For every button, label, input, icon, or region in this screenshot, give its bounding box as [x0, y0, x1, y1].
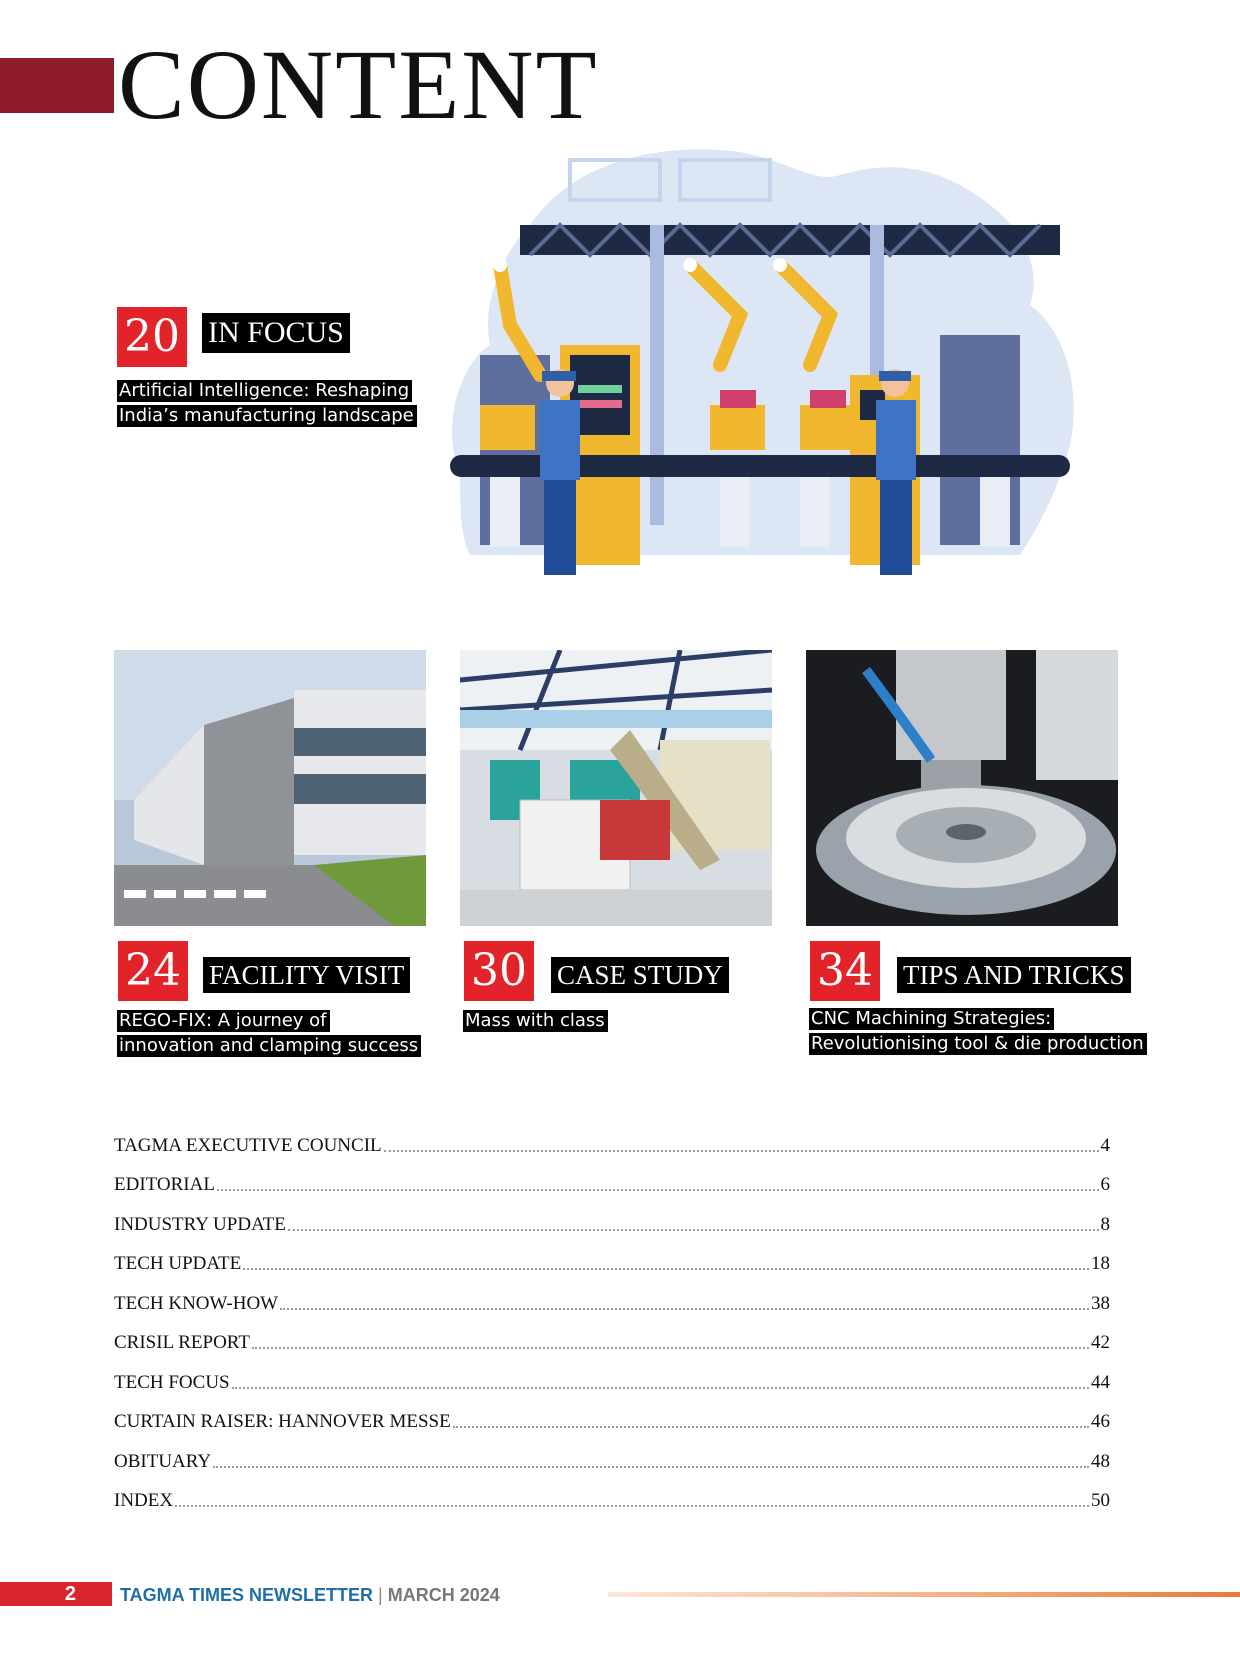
toc-entry[interactable]	[114, 1368, 1110, 1394]
feature-description-line: Revolutionising tool & die production	[809, 1033, 1147, 1055]
footer-publication-line	[120, 1584, 500, 1606]
toc-entry-title: INDEX	[114, 1490, 174, 1511]
footer-gradient-rule	[608, 1592, 1240, 1597]
feature-page-number: 20	[117, 307, 187, 367]
toc-entry-title: EDITORIAL	[114, 1174, 215, 1195]
toc-leader-dots	[384, 1150, 1099, 1152]
toc-entry-title: INDUSTRY UPDATE	[114, 1214, 286, 1235]
feature-description-line: Artificial Intelligence: Reshaping	[117, 380, 412, 402]
feature-description-line: India’s manufacturing landscape	[117, 405, 417, 427]
toc-entry-page: 8	[1100, 1214, 1110, 1235]
toc-leader-dots	[213, 1466, 1089, 1468]
footer-separator: |	[378, 1585, 383, 1605]
toc-entry-page: 48	[1091, 1451, 1110, 1472]
toc-entry-title: OBITUARY	[114, 1451, 212, 1472]
toc-leader-dots	[280, 1308, 1089, 1310]
feature-page-number: 34	[810, 941, 880, 1001]
toc-entry-page: 6	[1100, 1174, 1110, 1195]
toc-leader-dots	[252, 1347, 1089, 1349]
toc-entry[interactable]	[114, 1328, 1110, 1354]
footer-issue-date: MARCH 2024	[387, 1585, 500, 1605]
toc-entry-title: TECH KNOW-HOW	[114, 1293, 279, 1314]
feature-section-label: FACILITY VISIT	[203, 957, 410, 993]
toc-entry[interactable]	[114, 1486, 1110, 1512]
feature-page-number: 30	[464, 941, 534, 1001]
feature-description-line: REGO-FIX: A journey of	[117, 1010, 330, 1032]
toc-entry-page: 18	[1091, 1253, 1110, 1274]
factory-illustration	[420, 145, 1120, 625]
toc-entry[interactable]	[114, 1170, 1110, 1196]
toc-entry-title: CRISIL REPORT	[114, 1332, 250, 1353]
feature-description	[463, 1008, 608, 1033]
header-accent-bar	[0, 58, 114, 113]
feature-description-line: CNC Machining Strategies:	[809, 1008, 1054, 1030]
feature-section-label: CASE STUDY	[551, 957, 729, 993]
toc-entry[interactable]	[114, 1131, 1110, 1157]
toc-entry-title: CURTAIN RAISER: HANNOVER MESSE	[114, 1411, 451, 1432]
feature-description	[117, 378, 417, 428]
toc-leader-dots	[243, 1268, 1089, 1270]
toc-entry-title: TECH UPDATE	[114, 1253, 242, 1274]
feature-section-label: IN FOCUS	[202, 313, 350, 353]
footer-page-number: 2	[64, 1583, 76, 1605]
toc-entry[interactable]	[114, 1210, 1110, 1236]
feature-description	[117, 1008, 421, 1058]
feature-page-number: 24	[118, 941, 188, 1001]
feature-description-line: Mass with class	[463, 1010, 608, 1032]
toc-leader-dots	[217, 1189, 1099, 1191]
toc-entry-page: 38	[1091, 1293, 1110, 1314]
cnc-machining-photo	[806, 650, 1118, 926]
toc-entry-page: 4	[1100, 1135, 1110, 1156]
facility-building-photo	[114, 650, 426, 926]
toc-entry-page: 46	[1091, 1411, 1110, 1432]
toc-entry-page: 44	[1091, 1372, 1110, 1393]
factory-floor-photo	[460, 650, 772, 926]
toc-entry[interactable]	[114, 1407, 1110, 1433]
feature-description-line: innovation and clamping success	[117, 1035, 421, 1057]
footer-publication-name: TAGMA TIMES NEWSLETTER	[120, 1585, 373, 1605]
toc-leader-dots	[288, 1229, 1099, 1231]
feature-description	[809, 1006, 1147, 1056]
toc-entry-page: 42	[1091, 1332, 1110, 1353]
feature-section-label: TIPS AND TRICKS	[897, 957, 1131, 993]
toc-entry-title: TECH FOCUS	[114, 1372, 230, 1393]
toc-entry[interactable]	[114, 1289, 1110, 1315]
toc-leader-dots	[453, 1426, 1089, 1428]
toc-entry-title: TAGMA EXECUTIVE COUNCIL	[114, 1135, 382, 1156]
toc-entry-page: 50	[1091, 1490, 1110, 1511]
toc-entry[interactable]	[114, 1447, 1110, 1473]
toc-leader-dots	[232, 1387, 1089, 1389]
toc-entry[interactable]	[114, 1249, 1110, 1275]
toc-leader-dots	[175, 1505, 1089, 1507]
page-title: CONTENT	[118, 29, 599, 140]
